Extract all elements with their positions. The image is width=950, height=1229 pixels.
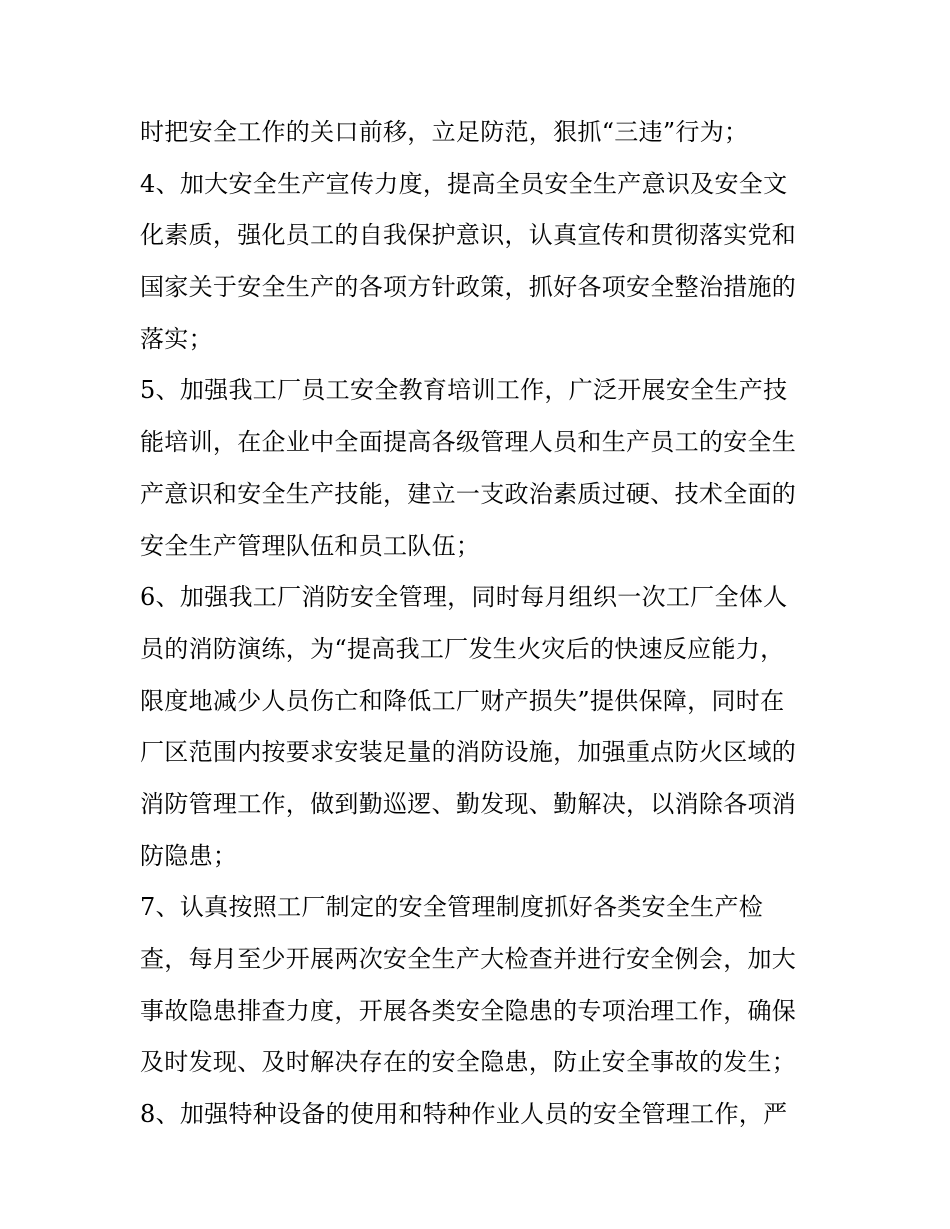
text-line: 防隐患；	[140, 841, 238, 870]
text-line: 6、加强我工厂消防安全管理，同时每月组织一次工厂全体人	[140, 583, 788, 612]
text-line: 7、认真按照工厂制定的安全管理制度抓好各类安全生产检	[140, 893, 764, 922]
text-line: 员的消防演练，为“提高我工厂发生火灾后的快速反应能力，	[140, 634, 785, 663]
text-line: 及时发现、及时解决存在的安全隐患，防止安全事故的发生；	[140, 1048, 797, 1077]
text-line: 安全生产管理队伍和员工队伍；	[140, 531, 481, 560]
text-line: 4、加大安全生产宣传力度，提高全员安全生产意识及安全文	[140, 169, 788, 198]
text-line: 查，每月至少开展两次安全生产大检查并进行安全例会，加大	[140, 945, 797, 973]
document-body	[140, 107, 820, 1141]
text-line: 8、加强特种设备的使用和特种作业人员的安全管理工作，严	[140, 1100, 788, 1129]
text-line: 厂区范围内按要求安装足量的消防设施，加强重点防火区域的	[140, 738, 797, 767]
text-line: 落实；	[140, 324, 213, 353]
text-line: 5、加强我工厂员工安全教育培训工作，广泛开展安全生产技	[140, 376, 788, 405]
text-line: 能培训，在企业中全面提高各级管理人员和生产员工的安全生	[140, 428, 797, 457]
text-line: 化素质，强化员工的自我保护意识，认真宣传和贯彻落实党和	[140, 221, 797, 250]
text-line: 时把安全工作的关口前移，立足防范，狠抓“三违”行为；	[140, 118, 749, 146]
text-line: 限度地减少人员伤亡和降低工厂财产损失”提供保障，同时在	[140, 686, 785, 715]
text-line: 产意识和安全生产技能，建立一支政治素质过硬、技术全面的	[140, 479, 797, 508]
text-line: 事故隐患排查力度，开展各类安全隐患的专项治理工作，确保	[140, 996, 797, 1025]
text-line: 国家关于安全生产的各项方针政策，抓好各项安全整治措施的	[140, 273, 797, 302]
text-line: 消防管理工作，做到勤巡逻、勤发现、勤解决，以消除各项消	[140, 789, 797, 818]
